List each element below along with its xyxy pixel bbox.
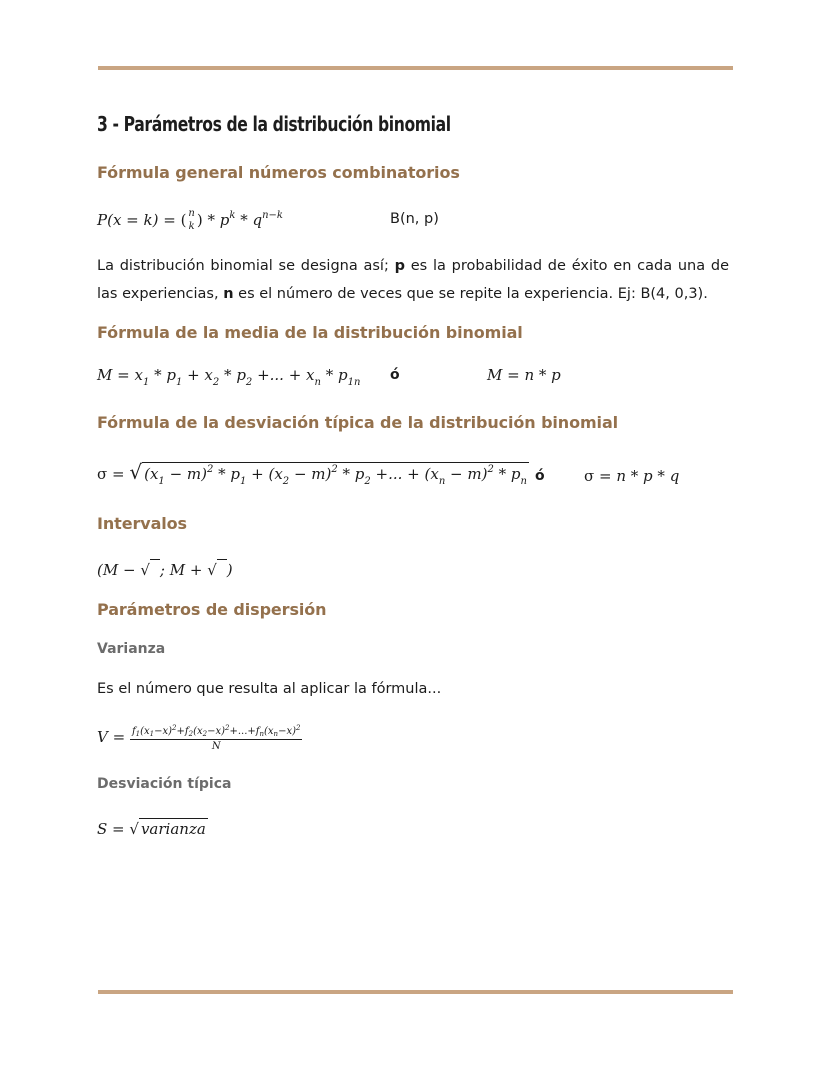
formula-s-sqrt: S = √ varianza xyxy=(97,820,206,838)
or-separator-deviation: ó xyxy=(535,468,545,484)
binomial-notation: B(n, p) xyxy=(390,211,439,227)
heading-formula-general: Fórmula general números combinatorios xyxy=(97,163,460,182)
page-title: 3 - Parámetros de la distribución binomial xyxy=(97,112,451,136)
formula-std-deviation: σ = √ $(x_1 - m)^2 * p_1 + (x_2 - m)^2 * p_2$ +... + $(x_n - m)^2 * p_n$ xyxy=(97,460,527,487)
heading-formula-desviacion: Fórmula de la desviación típica de la distribución binomial xyxy=(97,413,619,432)
bottom-rule xyxy=(98,990,733,994)
paragraph-bold-n: n xyxy=(223,286,234,302)
formula-interval: (M − √ ; M + √ ) xyxy=(97,561,233,579)
paragraph-text-3: es el número de veces que se repite la experiencia. Ej: B(4, 0,3). xyxy=(233,286,708,302)
heading-formula-media: Fórmula de la media de la distribución binomial xyxy=(97,323,523,342)
top-rule xyxy=(98,66,733,70)
heading-varianza: Varianza xyxy=(97,641,166,657)
varianza-text: Es el número que resulta al aplicar la fórmula... xyxy=(97,681,442,697)
or-separator-mean: ó xyxy=(390,367,400,383)
formula-mean-short: M = n * p xyxy=(487,366,561,384)
formula-mean: $M = x_1 * p_1 + x_2 * p_2$ +... + $x_n * p_{1n}$ xyxy=(97,366,361,388)
formula-variance: V = $\frac{f_1(x_1-x)^2+f_2(x_2-x)^2+...+f_n(x_n-x)^2}{N}$ xyxy=(97,724,301,752)
heading-desviacion-tipica: Desviación típica xyxy=(97,776,232,792)
paragraph-text-2: es la probabilidad de éxito en cada una de las experiencias, xyxy=(97,258,730,302)
paragraph-text-1: La distribución binomial se designa así; xyxy=(97,258,395,274)
paragraph-bold-p: p xyxy=(394,258,405,274)
formula-binomial-probability: P(x = k) = ( n k ) * $p^k * q^{n-k}$ xyxy=(97,208,283,232)
formula-std-deviation-short: σ = n * p * q xyxy=(584,467,680,485)
heading-intervalos: Intervalos xyxy=(97,514,187,533)
paragraph-binomial-description xyxy=(97,252,729,308)
heading-dispersion: Parámetros de dispersión xyxy=(97,600,327,619)
